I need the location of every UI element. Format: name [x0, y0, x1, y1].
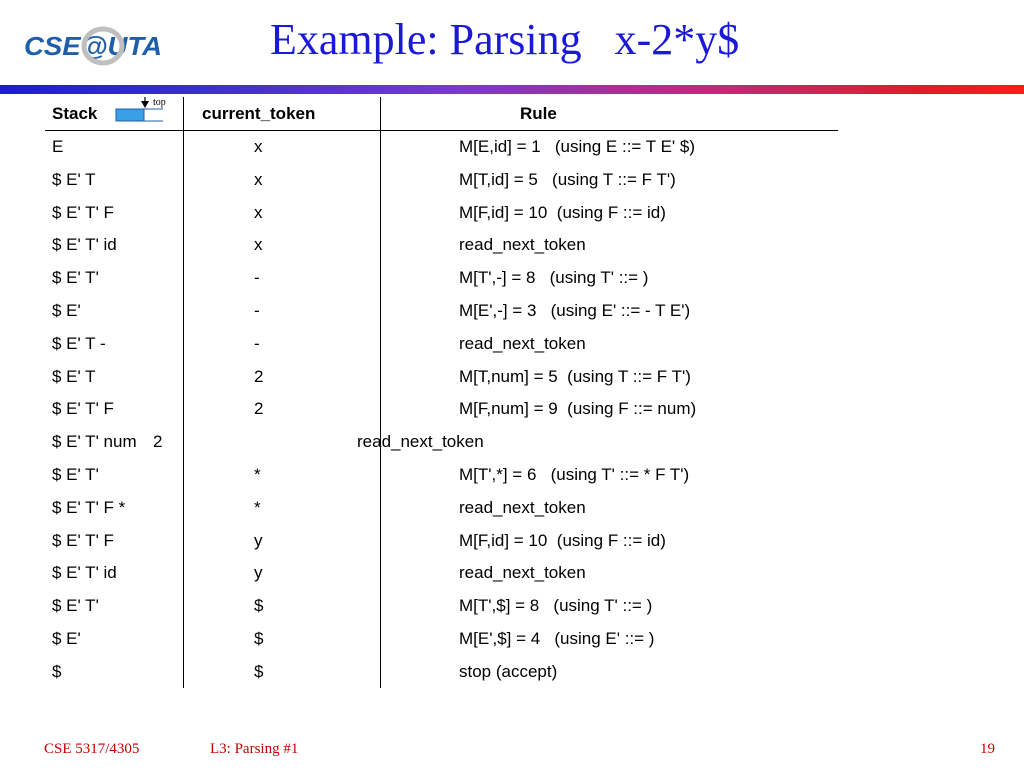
- token-cell: *: [254, 465, 261, 484]
- column-header-current-token: current_token: [202, 104, 316, 123]
- column-header-rule: Rule: [520, 104, 557, 123]
- rule-cell: read_next_token: [459, 235, 586, 255]
- footer-lecture: L3: Parsing #1: [210, 741, 299, 757]
- token-cell: *: [254, 497, 261, 517]
- table-row: [0, 137, 1024, 169]
- stack-cell: $ E' T: [52, 169, 96, 189]
- table-row: [0, 268, 1024, 300]
- stack-cell: $ E' T' num: [52, 432, 137, 452]
- stack-top-label: top: [153, 97, 166, 108]
- rule-cell: read_next_token: [459, 333, 586, 353]
- rule-cell: read_next_token: [459, 563, 586, 583]
- rule-cell: read_next_token: [459, 497, 586, 517]
- header-rule-line: [45, 130, 838, 131]
- token-cell: $: [254, 629, 264, 648]
- table-row: [0, 334, 1024, 366]
- token-cell: 2: [254, 399, 264, 419]
- table-row: [0, 498, 1024, 530]
- rule-cell: M[E,id] = 1 (using E ::= T E' $): [459, 137, 695, 156]
- rule-cell: M[T',$] = 8 (using T' ::= ): [459, 596, 653, 616]
- stack-cell: $: [52, 661, 62, 681]
- table-row: [0, 563, 1024, 595]
- stack-cell: $ E' T' F: [52, 399, 114, 419]
- token-cell: 2: [254, 366, 264, 386]
- rule-cell: M[T,id] = 5 (using T ::= F T'): [459, 169, 676, 189]
- token-cell: $: [254, 661, 264, 681]
- footer-page-number: 19: [980, 741, 995, 757]
- rule-cell: read_next_token: [357, 432, 484, 452]
- table-row: [0, 235, 1024, 267]
- stack-cell: $ E' T': [52, 268, 99, 288]
- stack-cell: $ E' T: [52, 366, 96, 386]
- rule-cell: M[E',-] = 3 (using E' ::= - T E'): [459, 301, 691, 320]
- token-cell: x: [254, 202, 263, 222]
- stack-top-marker-icon: [115, 95, 175, 125]
- table-row: [0, 432, 1024, 464]
- stack-cell: $ E': [52, 301, 81, 320]
- table-row: [0, 596, 1024, 628]
- table-row: [0, 399, 1024, 431]
- stack-cell: $ E' T' F: [52, 202, 114, 222]
- rule-cell: M[T,num] = 5 (using T ::= F T'): [459, 366, 691, 386]
- table-row: [0, 203, 1024, 235]
- token-cell: y: [254, 563, 263, 583]
- token-cell: -: [254, 268, 260, 288]
- rule-cell: stop (accept): [459, 661, 558, 681]
- stack-cell: $ E' T' id: [52, 563, 117, 583]
- table-row: [0, 367, 1024, 399]
- token-cell: -: [254, 333, 260, 353]
- stack-cell: $ E' T' F: [52, 530, 114, 550]
- token-cell: x: [254, 235, 263, 255]
- stack-cell: $ E' T': [52, 596, 99, 616]
- stack-cell: E: [52, 137, 64, 156]
- token-cell: x: [254, 169, 263, 189]
- slide-title: Example: Parsing x-2*y$: [270, 15, 740, 64]
- rule-cell: M[T',-] = 8 (using T' ::= ): [459, 268, 649, 288]
- stack-cell: $ E' T': [52, 465, 99, 484]
- token-cell: -: [254, 301, 260, 320]
- footer-course: CSE 5317/4305: [44, 741, 140, 757]
- table-row: [0, 170, 1024, 202]
- table-row: [0, 531, 1024, 563]
- stack-cell: $ E': [52, 629, 81, 648]
- stack-cell: $ E' T' F *: [52, 497, 126, 517]
- table-row: [0, 662, 1024, 694]
- title-divider-bar: [0, 85, 1024, 94]
- token-cell: $: [254, 596, 264, 616]
- logo-text: CSE@UTA: [24, 31, 162, 61]
- rule-cell: M[F,id] = 10 (using F ::= id): [459, 202, 666, 222]
- table-row: [0, 629, 1024, 661]
- stack-cell: $ E' T -: [52, 333, 106, 353]
- token-cell: x: [254, 137, 263, 156]
- cse-uta-logo: [22, 22, 167, 68]
- token-cell: y: [254, 530, 263, 550]
- table-row: [0, 465, 1024, 497]
- table-row: [0, 301, 1024, 333]
- rule-cell: M[F,id] = 10 (using F ::= id): [459, 530, 666, 550]
- rule-cell: M[F,num] = 9 (using F ::= num): [459, 399, 697, 419]
- column-header-stack: Stack: [52, 104, 98, 123]
- stack-cell: $ E' T' id: [52, 235, 117, 255]
- token-cell: 2: [153, 432, 163, 452]
- rule-cell: M[E',$] = 4 (using E' ::= ): [459, 629, 655, 648]
- rule-cell: M[T',*] = 6 (using T' ::= * F T'): [459, 465, 690, 484]
